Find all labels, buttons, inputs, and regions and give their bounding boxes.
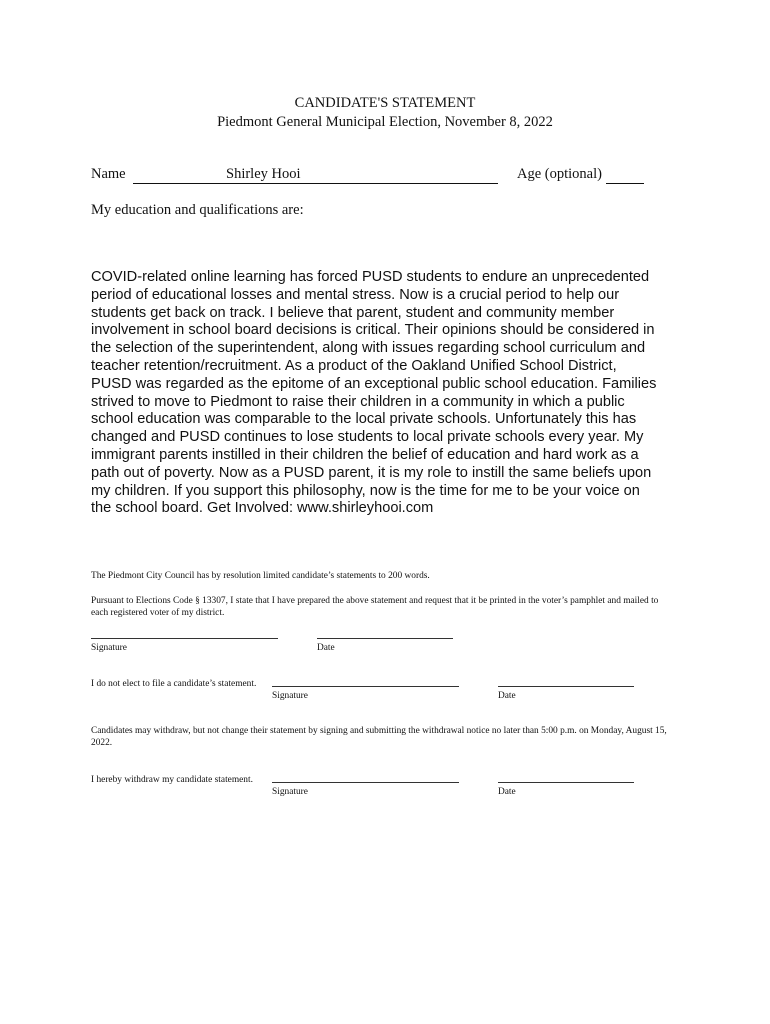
statement-line: COVID-related online learning has forced PUSD students to endure an unprecedented: [91, 269, 650, 285]
statement-line: strived to move to Piedmont to raise their children in a community in which a public: [91, 393, 625, 410]
age-label: Age (optional): [517, 166, 602, 182]
date-line[interactable]: [498, 686, 634, 687]
pursuant-statement: Pursuant to Elections Code § 13307, I state that I have prepared the above statement and request that it be printed in the voter’s pamphlet and mailed to each registered voter of my district.: [91, 596, 659, 618]
date-label: Date: [498, 787, 516, 797]
name-field-line: [133, 165, 498, 184]
statement-line: period of educational losses and mental stress. Now is a crucial period to help our: [91, 286, 620, 303]
document-header: [0, 94, 770, 132]
statement-line: students get back on track. I believe that parent, student and community member: [91, 304, 615, 321]
statement-line: school education was comparable to the local private schools. Unfortunately this has: [91, 411, 637, 428]
statement-line: path out of poverty. Now as a PUSD parent, it is my role to instill the same beliefs upon: [91, 464, 652, 481]
withdraw-label: I hereby withdraw my candidate statement.: [91, 775, 253, 785]
education-label: My education and qualifications are:: [91, 202, 304, 218]
election-subtitle: Piedmont General Municipal Election, November 8, 2022: [217, 114, 553, 130]
statement-line: the selection of the superintendent, along with issues regarding school curriculum and: [91, 340, 646, 357]
statement-line: involvement in school board decisions is critical. Their opinions should be considered in: [91, 322, 655, 339]
date-label: Date: [317, 643, 335, 653]
signature-label: Signature: [91, 643, 127, 653]
document-title: CANDIDATE'S STATEMENT: [294, 95, 476, 111]
word-limit-note: The Piedmont City Council has by resolution limited candidate’s statements to 200 words.: [91, 571, 430, 581]
name-field-value: Shirley Hooi: [226, 166, 301, 182]
signature-line[interactable]: [91, 638, 278, 639]
statement-body: [91, 269, 691, 518]
date-line[interactable]: [498, 782, 634, 783]
signature-line[interactable]: [272, 782, 459, 783]
statement-line: the school board. Get Involved: www.shirleyhooi.com: [91, 500, 434, 517]
statement-line: my children. If you support this philosophy, now is the time for me to be your voice on: [91, 482, 640, 499]
signature-label: Signature: [272, 787, 308, 797]
statement-line: changed and PUSD continues to lose students to local private schools every year. My: [91, 429, 644, 446]
do-not-elect-label: I do not elect to file a candidate’s statement.: [91, 679, 257, 689]
age-field-line: [606, 165, 644, 184]
withdrawal-note: Candidates may withdraw, but not change their statement by signing and submitting the withdrawal notice no later than 5:00 p.m. on Monday, August 15, 2022.: [91, 726, 667, 748]
statement-line: teacher retention/recruitment. As a product of the Oakland Unified School District,: [91, 357, 617, 374]
name-label: Name: [91, 166, 126, 182]
date-label: Date: [498, 691, 516, 701]
signature-line[interactable]: [272, 686, 459, 687]
statement-line: immigrant parents instilled in their children the belief of education and hard work as a: [91, 446, 639, 463]
signature-label: Signature: [272, 691, 308, 701]
date-line[interactable]: [317, 638, 453, 639]
statement-line: PUSD was regarded as the epitome of an exceptional public school education. Families: [91, 375, 657, 392]
